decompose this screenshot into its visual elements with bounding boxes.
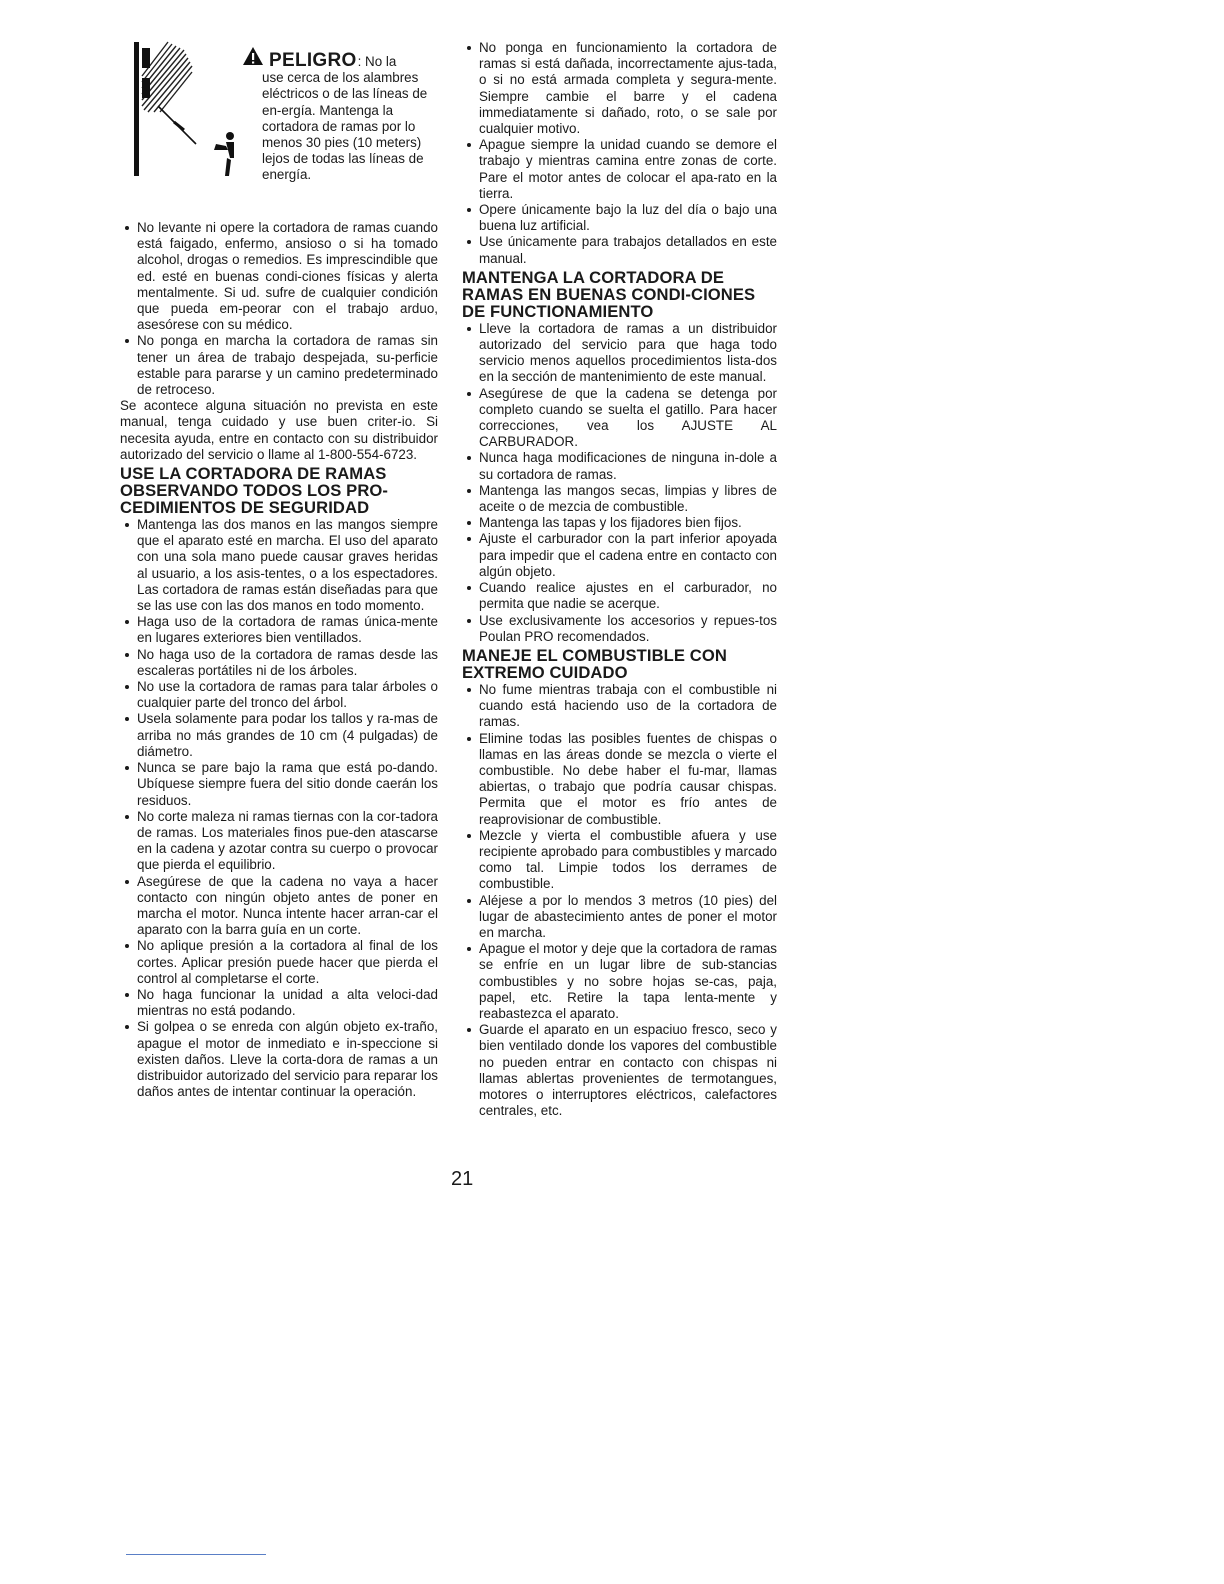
list-item: Opere únicamente bajo la luz del día o bajo una buena luz artificial. <box>462 202 777 234</box>
list-item: Elimine todas las posibles fuentes de chispas o llamas en las áreas donde se mezcla o vierte el combustible. No debe haber el fu-mar, llamas abiertas, o trabajo que podría causar chispas. Permita que el motor es frío antes de reaprovisionar de combustible. <box>462 731 777 828</box>
danger-body: use cerca de los alambres eléctricos o de las líneas de en-ergía. Mantenga la cortadora de ramas por lo menos 30 pies (10 meters) lejos de todas las líneas de energía. <box>262 70 428 183</box>
right-column <box>462 40 777 1119</box>
warning-triangle-icon <box>242 46 264 66</box>
list-item: No aplique presión a la cortadora al final de los cortes. Aplicar presión puede hacer que pierda el control al completarse el corte. <box>120 938 438 987</box>
list-item: Asegúrese de que la cadena no vaya a hacer contacto con ningún objeto antes de poner en marcha el motor. Nunca intente hacer arran-car el aparato con la barra guía en un corte. <box>120 874 438 939</box>
danger-lead: : No la <box>357 54 397 69</box>
list-item: Mezcle y vierta el combustible afuera y use recipiente aprobado para combustibles y marcado como tal. Limpie todos los derrames de combustible. <box>462 828 777 893</box>
footer-rule <box>126 1554 266 1555</box>
list-item: Apague el motor y deje que la cortadora de ramas se enfríe en un lugar libre de sub-stancias combustibles y no sobre hojas se-cas, paja, papel, etc. Retire la tapa lenta-mente y reabastezca el aparato. <box>462 941 777 1022</box>
list-item: Guarde el aparato en un espaciuo fresco, seco y bien ventilado donde los vapores del combustible no pueden entrar en contacto con chispas ni llamas ablertas provenientes de termotangues, motores o interruptores eléctricos, calefactores centrales, etc. <box>462 1022 777 1119</box>
list-item: No corte maleza ni ramas tiernas con la cor-tadora de ramas. Los materiales finos pue-den atascarse en la cadena y azotar contra su cuerpo o provocar que pierda el equilibrio. <box>120 809 438 874</box>
section-title-safety-procedures: USE LA CORTADORA DE RAMAS OBSERVANDO TODOS LOS PRO-CEDIMIENTOS DE SEGURIDAD <box>120 464 389 518</box>
left-column <box>120 40 438 1100</box>
danger-warning-block <box>120 40 438 216</box>
right-bullets-c <box>462 682 777 1119</box>
list-item: Cuando realice ajustes en el carburador, no permita que nadie se acerque. <box>462 580 777 612</box>
left-bullets-a <box>120 220 438 398</box>
left-bullets-b <box>120 517 438 1100</box>
list-item: Usela solamente para podar los tallos y ra-mas de arriba no más grandes de 10 cm (4 pulgadas) de diámetro. <box>120 711 438 760</box>
list-item: Ajuste el carburador con la part inferior apoyada para impedir que el cadena entre en contacto con algún objeto. <box>462 531 777 580</box>
unforeseen-situation-paragraph: Se acontece alguna situación no prevista en este manual, tenga cuidado y use buen criter-io. Si necesita ayuda, entre en contacto con su distribuidor autorizado del servicio o llame al 1-800-554-6723. <box>120 398 438 462</box>
list-item: Si golpea o se enreda con algún objeto ex-traño, apague el motor de inmediato e in-speccione si existen daños. Lleve la corta-dora de ramas a un distribuidor autorizado del servicio para reparar los daños antes de intentar continuar la operación. <box>120 1019 438 1100</box>
list-item: Haga uso de la cortadora de ramas única-mente en lugares exteriores bien ventillados. <box>120 614 438 646</box>
list-item: Asegúrese de que la cadena se detenga por completo cuando se suelta el gatillo. Para hacer correcciones, vea los AJUSTE AL CARBURADOR. <box>462 386 777 451</box>
list-item: Nunca haga modificaciones de ninguna in-dole a su cortadora de ramas. <box>462 450 777 482</box>
list-item: No fume mientras trabaja con el combustible ni cuando está haciendo uso de la cortadora de ramas. <box>462 682 777 731</box>
section-title-fuel-handling: MANEJE EL COMBUSTIBLE CON EXTREMO CUIDADO <box>462 645 727 682</box>
right-bullets-b <box>462 321 777 645</box>
list-item: No use la cortadora de ramas para talar árboles o cualquier parte del tronco del árbol. <box>120 679 438 711</box>
list-item: Use únicamente para trabajos detallados en este manual. <box>462 234 777 266</box>
list-item: No haga uso de la cortadora de ramas desde las escaleras portátiles ni de los árboles. <box>120 647 438 679</box>
list-item: Use exclusivamente los accesorios y repues-tos Poulan PRO recomendados. <box>462 613 777 645</box>
list-item: Mantenga las tapas y los fijadores bien fijos. <box>462 515 777 531</box>
section-title-maintenance: MANTENGA LA CORTADORA DE RAMAS EN BUENAS CONDI-CIONES DE FUNCTIONAMIENTO <box>462 267 756 321</box>
list-item: Mantenga las mangos secas, limpias y libres de aceite o de mezcia de combustible. <box>462 483 777 515</box>
list-item: No levante ni opere la cortadora de ramas cuando está faigado, enfermo, ansioso o si ha tomado alcohol, drogas o remedios. Es imprescindible que ed. esté en buenas condi-ciones físicas y alerta mentalmente. Si ud. sufre de cualquier condición que pueda em-peorar con el trabajo arduo, asesórese con su médico. <box>120 220 438 333</box>
danger-text <box>242 46 438 184</box>
right-bullets-a <box>462 40 777 267</box>
page-number: 21 <box>451 1168 474 1190</box>
list-item: Mantenga las dos manos en las mangos siempre que el aparato esté en marcha. El uso del aparato con una sola mano puede causar graves heridas al usuario, a los asis-tentes, o a los espectadores. Las cortadora de ramas están diseñadas para que se las use con las dos manos en todo momento. <box>120 517 438 614</box>
list-item: No ponga en funcionamiento la cortadora de ramas si está dañada, incorrectamente ajus-tada, o si no está armada completa y segura-mente. Siempre cambie el barre y el cadena immediatamente si dañado, roto, o se sale por cualquier motivo. <box>462 40 777 137</box>
list-item: No haga funcionar la unidad a alta veloci-dad mientras no está podando. <box>120 987 438 1019</box>
list-item: Nunca se pare bajo la rama que está po-dando. Ubíquese siempre fuera del sitio donde caerán los residuos. <box>120 760 438 809</box>
list-item: No ponga en marcha la cortadora de ramas sin tener un área de trabajo despejada, su-perficie estable para pararse y un camino predeterminado de retroceso. <box>120 333 438 398</box>
list-item: Lleve la cortadora de ramas a un distribuidor autorizado del servicio para que haga todo servicio menos aquellos procedimientos lista-dos en la sección de mantenimiento de este manual. <box>462 321 777 386</box>
power-line-hazard-illustration <box>134 40 234 180</box>
list-item: Apague siempre la unidad cuando se demore el trabajo y mientras camina entre zonas de corte. Pare el motor antes de colocar el apa-rato en la tierra. <box>462 137 777 202</box>
list-item: Aléjese a por lo mendos 3 metros (10 pies) del lugar de abastecimiento antes de poner el motor en marcha. <box>462 893 777 942</box>
danger-label: PELIGRO <box>269 50 357 71</box>
